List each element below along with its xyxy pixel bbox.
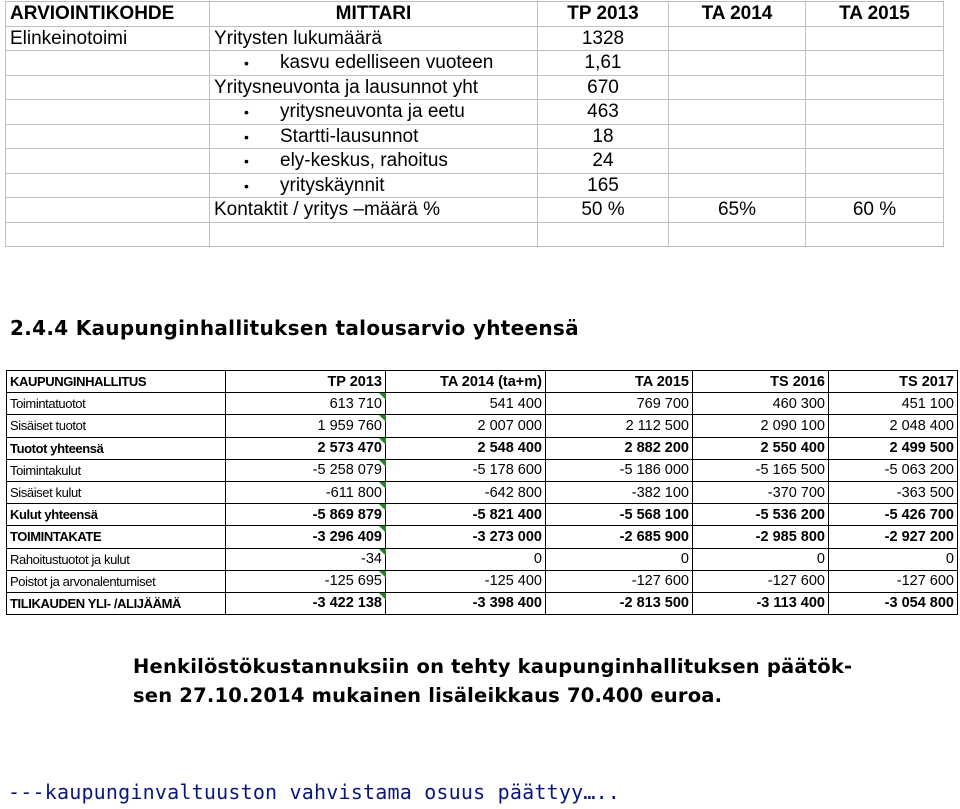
measures-header-row xyxy=(6,2,944,27)
budget-value-cell: 460 300 xyxy=(693,393,829,415)
measures-row xyxy=(6,100,944,125)
measures-cell-tp2013: 1328 xyxy=(538,26,669,51)
measures-table xyxy=(5,1,944,247)
budget-value-cell: 0 xyxy=(693,548,829,570)
measures-cell-ta2014 xyxy=(669,51,806,76)
header-ta2015: TA 2015 xyxy=(806,2,944,27)
budget-value-cell: 2 499 500 xyxy=(829,437,958,459)
measures-cell-ta2015 xyxy=(806,75,944,100)
budget-row xyxy=(7,570,958,592)
measures-row xyxy=(6,222,944,246)
measures-cell-kohde xyxy=(6,149,210,174)
cut-note-line1: Henkilöstökustannuksiin on tehty kaupunginhallituksen päätök- xyxy=(133,655,853,678)
budget-row-label: Rahoitustuotot ja kulut xyxy=(7,548,226,570)
measures-body xyxy=(6,26,944,246)
measures-cell-tp2013: 18 xyxy=(538,124,669,149)
budget-row xyxy=(7,437,958,459)
budget-value-cell: -5 821 400 xyxy=(386,504,546,526)
budget-value-cell: -127 600 xyxy=(693,570,829,592)
budget-row xyxy=(7,415,958,437)
measures-cell-ta2014 xyxy=(669,149,806,174)
budget-value-cell: -5 186 000 xyxy=(546,459,693,481)
budget-value-cell: -127 600 xyxy=(829,570,958,592)
measures-cell-ta2015: 60 % xyxy=(806,198,944,223)
budget-row xyxy=(7,459,958,481)
measures-cell-mittari: • ely-keskus, rahoitus xyxy=(210,149,538,174)
budget-value-cell: -2 685 900 xyxy=(546,526,693,548)
budget-body xyxy=(7,393,958,615)
cut-note-line2: sen 27.10.2014 mukainen lisäleikkaus 70.400 euroa. xyxy=(133,684,723,707)
header-ta2014: TA 2014 xyxy=(669,2,806,27)
measures-cell-ta2014 xyxy=(669,173,806,198)
budget-row-label: TILIKAUDEN YLI- /ALIJÄÄMÄ xyxy=(7,592,226,614)
measures-cell-ta2014 xyxy=(669,26,806,51)
measures-cell-ta2015 xyxy=(806,149,944,174)
budget-table xyxy=(6,370,958,615)
budget-row xyxy=(7,504,958,526)
header-kaupunginhallitus: KAUPUNGINHALLITUS xyxy=(7,371,226,393)
budget-row-label: Tuotot yhteensä xyxy=(7,437,226,459)
footer-text: ---kaupunginvaltuuston vahvistama osuus päättyy….. xyxy=(8,780,621,804)
measures-cell-tp2013: 24 xyxy=(538,149,669,174)
budget-row xyxy=(7,481,958,503)
measures-cell-tp2013: 50 % xyxy=(538,198,669,223)
budget-value-cell: 2 550 400 xyxy=(693,437,829,459)
measures-cell-kohde xyxy=(6,124,210,149)
measures-cell-ta2015 xyxy=(806,222,944,246)
measures-cell-ta2015 xyxy=(806,100,944,125)
budget-row xyxy=(7,526,958,548)
budget-value-cell: -363 500 xyxy=(829,481,958,503)
budget-value-cell: -5 568 100 xyxy=(546,504,693,526)
budget-value-cell: 0 xyxy=(829,548,958,570)
budget-value-cell: 2 112 500 xyxy=(546,415,693,437)
measures-cell-kohde xyxy=(6,222,210,246)
budget-value-cell: -382 100 xyxy=(546,481,693,503)
measures-cell-mittari: Yritysten lukumäärä xyxy=(210,26,538,51)
measures-cell-kohde xyxy=(6,75,210,100)
measures-cell-kohde xyxy=(6,173,210,198)
measures-cell-tp2013: 165 xyxy=(538,173,669,198)
measures-cell-kohde: Elinkeinotoimi xyxy=(6,26,210,51)
budget-value-cell: -2 813 500 xyxy=(546,592,693,614)
measures-cell-tp2013: 1,61 xyxy=(538,51,669,76)
budget-value-cell: 1 959 760 xyxy=(226,415,386,437)
budget-row xyxy=(7,393,958,415)
budget-row-label: Kulut yhteensä xyxy=(7,504,226,526)
budget-value-cell: -3 422 138 xyxy=(226,592,386,614)
budget-value-cell: 2 048 400 xyxy=(829,415,958,437)
budget-value-cell: 2 882 200 xyxy=(546,437,693,459)
budget-value-cell: -3 054 800 xyxy=(829,592,958,614)
header-ts2016: TS 2016 xyxy=(693,371,829,393)
budget-value-cell: 613 710 xyxy=(226,393,386,415)
measures-cell-ta2014: 65% xyxy=(669,198,806,223)
budget-value-cell: -2 927 200 xyxy=(829,526,958,548)
measures-cell-tp2013 xyxy=(538,222,669,246)
header-ts2017: TS 2017 xyxy=(829,371,958,393)
budget-value-cell: -3 113 400 xyxy=(693,592,829,614)
budget-row-label: Sisäiset kulut xyxy=(7,481,226,503)
measures-cell-kohde xyxy=(6,100,210,125)
measures-row xyxy=(6,124,944,149)
measures-cell-ta2014 xyxy=(669,100,806,125)
budget-value-cell: 2 573 470 xyxy=(226,437,386,459)
budget-value-cell: -5 536 200 xyxy=(693,504,829,526)
measures-row xyxy=(6,149,944,174)
budget-value-cell: -3 296 409 xyxy=(226,526,386,548)
budget-value-cell: -5 165 500 xyxy=(693,459,829,481)
budget-value-cell: -127 600 xyxy=(546,570,693,592)
measures-cell-mittari: • Startti-lausunnot xyxy=(210,124,538,149)
budget-row-label: Toimintakulut xyxy=(7,459,226,481)
budget-value-cell: -34 xyxy=(226,548,386,570)
measures-cell-mittari: • yrityskäynnit xyxy=(210,173,538,198)
measures-cell-ta2014 xyxy=(669,124,806,149)
header-tp2013: TP 2013 xyxy=(538,2,669,27)
budget-row-label: Poistot ja arvonalentumiset xyxy=(7,570,226,592)
measures-cell-ta2014 xyxy=(669,222,806,246)
budget-row xyxy=(7,592,958,614)
budget-value-cell: -3 273 000 xyxy=(386,526,546,548)
measures-row xyxy=(6,75,944,100)
budget-value-cell: 2 007 000 xyxy=(386,415,546,437)
budget-value-cell: 0 xyxy=(386,548,546,570)
budget-row-label: Toimintatuotot xyxy=(7,393,226,415)
measures-row xyxy=(6,26,944,51)
header-ta2015: TA 2015 xyxy=(546,371,693,393)
header-tp2013: TP 2013 xyxy=(226,371,386,393)
measures-cell-mittari: Yritysneuvonta ja lausunnot yht xyxy=(210,75,538,100)
header-ta2014: TA 2014 (ta+m) xyxy=(386,371,546,393)
budget-value-cell: -5 426 700 xyxy=(829,504,958,526)
measures-cell-kohde xyxy=(6,198,210,223)
measures-cell-ta2015 xyxy=(806,51,944,76)
budget-value-cell: -5 258 079 xyxy=(226,459,386,481)
budget-value-cell: 769 700 xyxy=(546,393,693,415)
budget-header-row xyxy=(7,371,958,393)
budget-value-cell: -5 869 879 xyxy=(226,504,386,526)
header-mittari: MITTARI xyxy=(210,2,538,27)
measures-cell-tp2013: 670 xyxy=(538,75,669,100)
budget-value-cell: -3 398 400 xyxy=(386,592,546,614)
measures-cell-tp2013: 463 xyxy=(538,100,669,125)
measures-cell-ta2015 xyxy=(806,26,944,51)
measures-cell-ta2015 xyxy=(806,173,944,198)
measures-cell-kohde xyxy=(6,51,210,76)
budget-value-cell: 2 090 100 xyxy=(693,415,829,437)
section-heading: 2.4.4 Kaupunginhallituksen talousarvio yhteensä xyxy=(10,316,579,340)
budget-value-cell: -5 178 600 xyxy=(386,459,546,481)
measures-row xyxy=(6,173,944,198)
measures-cell-ta2014 xyxy=(669,75,806,100)
cut-note xyxy=(133,652,852,710)
budget-value-cell: 2 548 400 xyxy=(386,437,546,459)
budget-value-cell: -125 400 xyxy=(386,570,546,592)
measures-cell-mittari: Kontaktit / yritys –määrä % xyxy=(210,198,538,223)
measures-cell-ta2015 xyxy=(806,124,944,149)
budget-row-label: Sisäiset tuotot xyxy=(7,415,226,437)
budget-value-cell: 541 400 xyxy=(386,393,546,415)
measures-cell-mittari: • kasvu edelliseen vuoteen xyxy=(210,51,538,76)
budget-value-cell: -642 800 xyxy=(386,481,546,503)
budget-value-cell: -125 695 xyxy=(226,570,386,592)
budget-value-cell: 0 xyxy=(546,548,693,570)
budget-value-cell: -611 800 xyxy=(226,481,386,503)
measures-row xyxy=(6,51,944,76)
measures-cell-mittari: • yritysneuvonta ja eetu xyxy=(210,100,538,125)
budget-row-label: TOIMINTAKATE xyxy=(7,526,226,548)
budget-value-cell: 451 100 xyxy=(829,393,958,415)
budget-value-cell: -5 063 200 xyxy=(829,459,958,481)
budget-row xyxy=(7,548,958,570)
measures-row xyxy=(6,198,944,223)
measures-cell-mittari xyxy=(210,222,538,246)
budget-value-cell: -370 700 xyxy=(693,481,829,503)
budget-value-cell: -2 985 800 xyxy=(693,526,829,548)
header-arviointikohde: ARVIOINTIKOHDE xyxy=(6,2,210,27)
